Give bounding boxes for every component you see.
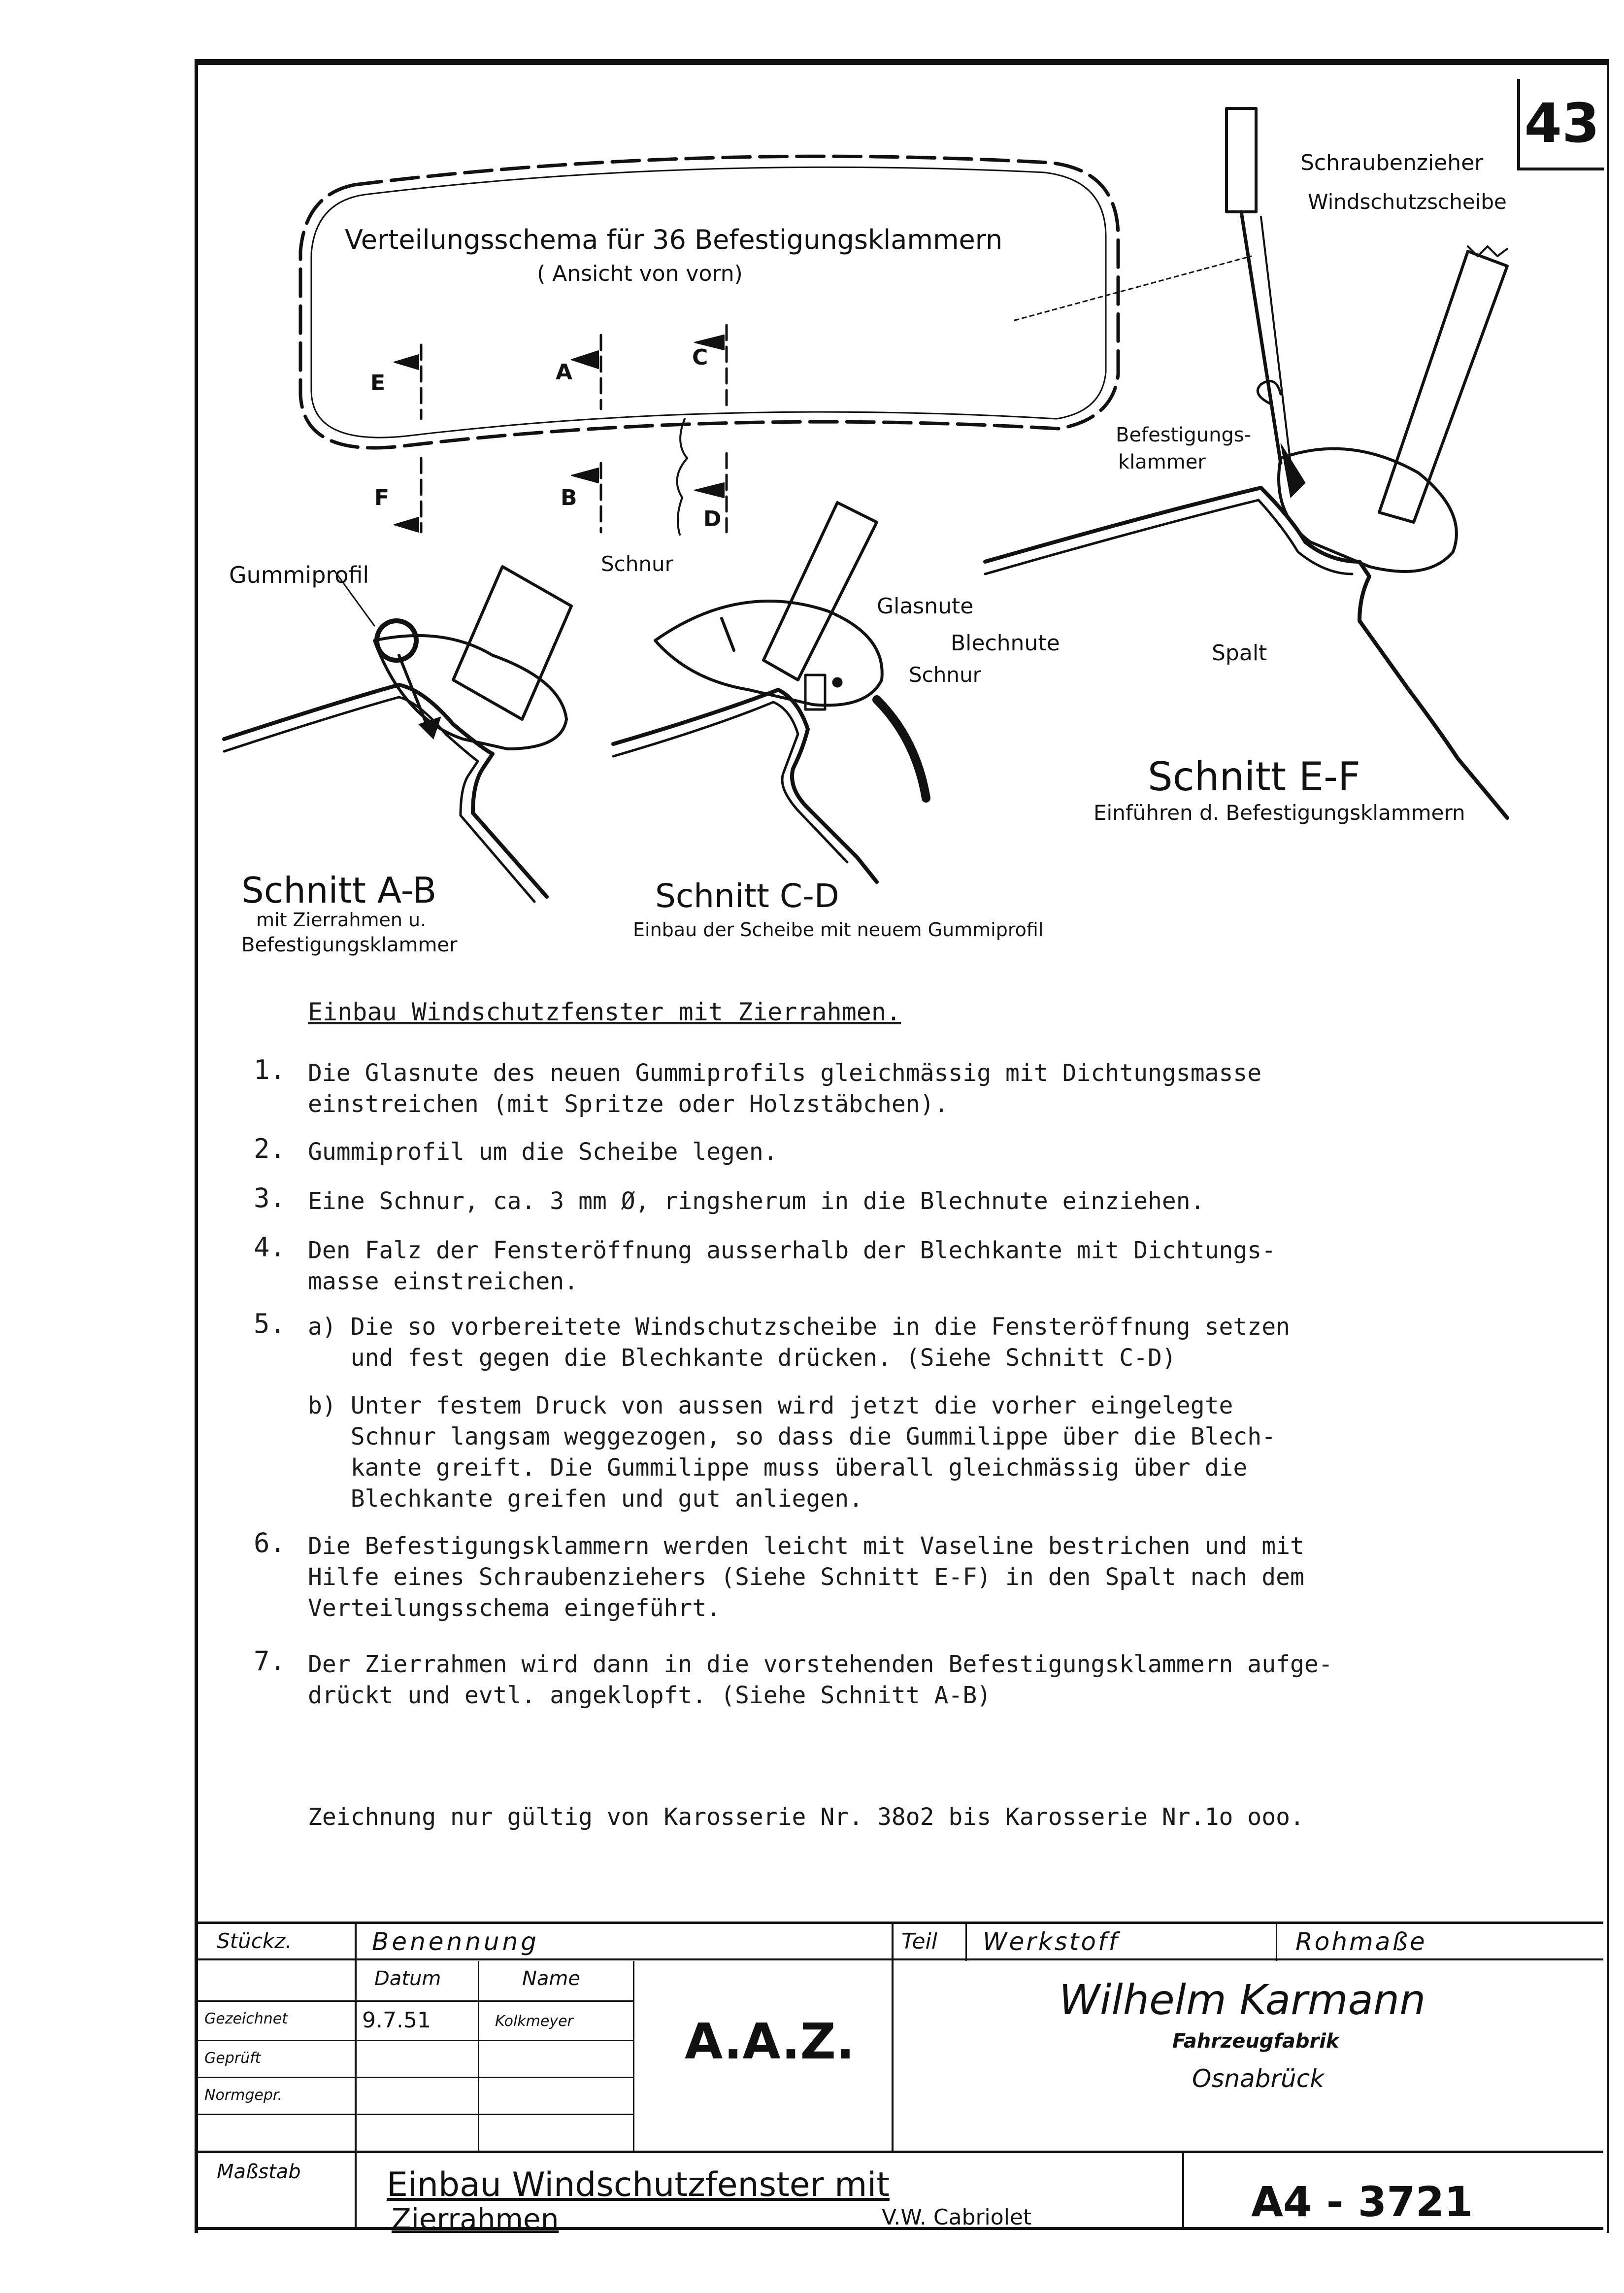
label-teil: Teil bbox=[901, 1929, 937, 1954]
step-line: Den Falz der Fensteröffnung ausserhalb der Blechkante mit Dichtungs- bbox=[308, 1237, 1276, 1264]
label-benennung: Benennung bbox=[372, 1927, 540, 1956]
step-line: Die Befestigungsklammern werden leicht mit Vaseline bestrichen und mit bbox=[308, 1532, 1304, 1560]
drawing-title-line-1: Einbau Windschutzfenster mit bbox=[387, 2165, 890, 2204]
section-letter-b: B bbox=[561, 485, 577, 510]
step-line: Der Zierrahmen wird dann in die vorstehenden Befestigungsklammern aufge- bbox=[308, 1651, 1333, 1678]
step-line: kante greift. Die Gummilippe muss überall gleichmässig über die bbox=[308, 1454, 1248, 1482]
step-line: a) Die so vorbereitete Windschutzscheibe in die Fensteröffnung setzen bbox=[308, 1313, 1290, 1341]
step-line: Die Glasnute des neuen Gummiprofils gleichmässig mit Dichtungsmasse bbox=[308, 1059, 1262, 1087]
label-spalt: Spalt bbox=[1212, 641, 1267, 666]
section-letter-a: A bbox=[556, 360, 573, 385]
windshield-outline bbox=[300, 156, 1118, 448]
company-name: Wilhelm Karmann bbox=[1059, 1976, 1426, 2024]
section-ef-subtitle: Einführen d. Befestigungsklammern bbox=[1094, 801, 1465, 825]
step-line: Schnur langsam weggezogen, so dass die Gummilippe über die Blech- bbox=[308, 1423, 1276, 1450]
drawn-date: 9.7.51 bbox=[362, 2008, 431, 2033]
aaz-stamp: A.A.Z. bbox=[685, 2013, 855, 2070]
label-werkstoff: Werkstoff bbox=[983, 1927, 1120, 1956]
step-line: Gummiprofil um die Scheibe legen. bbox=[308, 1138, 778, 1166]
company-subtitle: Fahrzeugfabrik bbox=[1172, 2030, 1339, 2053]
step-number: 2. bbox=[254, 1133, 286, 1164]
label-datum: Datum bbox=[374, 1967, 441, 1990]
label-geprueft: Geprüft bbox=[204, 2050, 261, 2067]
step-line: Verteilungsschema eingeführt. bbox=[308, 1594, 721, 1622]
step-number: 1. bbox=[254, 1054, 286, 1085]
label-glasnute: Glasnute bbox=[877, 594, 974, 619]
drawing-number: A4 - 3721 bbox=[1251, 2178, 1473, 2226]
section-ab-subtitle-2: Befestigungsklammer bbox=[241, 934, 458, 956]
step-line: Eine Schnur, ca. 3 mm Ø, ringsherum in die Blechnute einziehen. bbox=[308, 1187, 1205, 1215]
step-line: b) Unter festem Druck von aussen wird jetzt die vorher eingelegte bbox=[308, 1392, 1233, 1419]
drawn-by-name: Kolkmeyer bbox=[495, 2013, 573, 2030]
section-cd-subtitle: Einbau der Scheibe mit neuem Gummiprofil bbox=[633, 919, 1044, 941]
step-line: Hilfe eines Schraubenziehers (Siehe Schnitt E-F) in den Spalt nach dem bbox=[308, 1563, 1304, 1591]
section-letter-f: F bbox=[374, 485, 390, 510]
label-windschutzscheibe: Windschutzscheibe bbox=[1308, 190, 1507, 214]
label-klammer: klammer bbox=[1118, 451, 1206, 473]
section-cd-title: Schnitt C-D bbox=[655, 877, 839, 915]
instructions-heading: Einbau Windschutzfenster mit Zierrahmen. bbox=[308, 998, 901, 1026]
label-schraubenzieher: Schraubenzieher bbox=[1300, 150, 1484, 175]
page-number: 43 bbox=[1517, 79, 1604, 170]
label-schnur: Schnur bbox=[909, 663, 981, 687]
step-number: 7. bbox=[254, 1646, 286, 1677]
step-line: und fest gegen die Blechkante drücken. (Siehe Schnitt C-D) bbox=[308, 1344, 1176, 1372]
step-line: Blechkante greifen und gut anliegen. bbox=[308, 1485, 863, 1513]
label-stueckzahl: Stückz. bbox=[217, 1929, 292, 1953]
section-letter-e: E bbox=[370, 371, 386, 396]
step-number: 3. bbox=[254, 1182, 286, 1214]
label-befestigungs: Befestigungs- bbox=[1116, 424, 1252, 446]
section-letter-d: D bbox=[703, 506, 722, 532]
section-ab-sheet bbox=[224, 685, 547, 897]
label-gummiprofil: Gummiprofil bbox=[229, 562, 369, 588]
step-line: einstreichen (mit Spritze oder Holzstäbchen). bbox=[308, 1090, 949, 1118]
step-number: 5. bbox=[254, 1308, 286, 1339]
section-ab-subtitle-1: mit Zierrahmen u. bbox=[256, 909, 427, 931]
schema-title: Verteilungsschema für 36 Befestigungsklammern bbox=[345, 224, 1003, 255]
vehicle-model: V.W. Cabriolet bbox=[882, 2205, 1032, 2230]
section-ab-title: Schnitt A-B bbox=[241, 870, 437, 911]
step-number: 6. bbox=[254, 1527, 286, 1558]
label-massstab: Maßstab bbox=[217, 2160, 301, 2183]
label-rohmasse: Rohmaße bbox=[1295, 1927, 1427, 1956]
drawing-title-line-2: Zierrahmen bbox=[392, 2202, 559, 2236]
step-line: drückt und evtl. angeklopft. (Siehe Schnitt A-B) bbox=[308, 1682, 992, 1709]
validity-note: Zeichnung nur gültig von Karosserie Nr. 38o2 bis Karosserie Nr.1o ooo. bbox=[308, 1803, 1304, 1831]
label-gezeichnet: Gezeichnet bbox=[204, 2010, 288, 2027]
label-blechnute: Blechnute bbox=[951, 631, 1060, 656]
label-schnur-top: Schnur bbox=[601, 552, 673, 576]
step-number: 4. bbox=[254, 1232, 286, 1263]
label-normgeprueft: Normgepr. bbox=[204, 2087, 283, 2104]
schema-subtitle: ( Ansicht von vorn) bbox=[537, 261, 743, 286]
step-line: masse einstreichen. bbox=[308, 1268, 579, 1295]
company-city: Osnabrück bbox=[1192, 2064, 1325, 2093]
section-letter-c: C bbox=[692, 345, 708, 370]
section-ef-title: Schnitt E-F bbox=[1148, 754, 1360, 800]
label-name: Name bbox=[522, 1967, 581, 1990]
